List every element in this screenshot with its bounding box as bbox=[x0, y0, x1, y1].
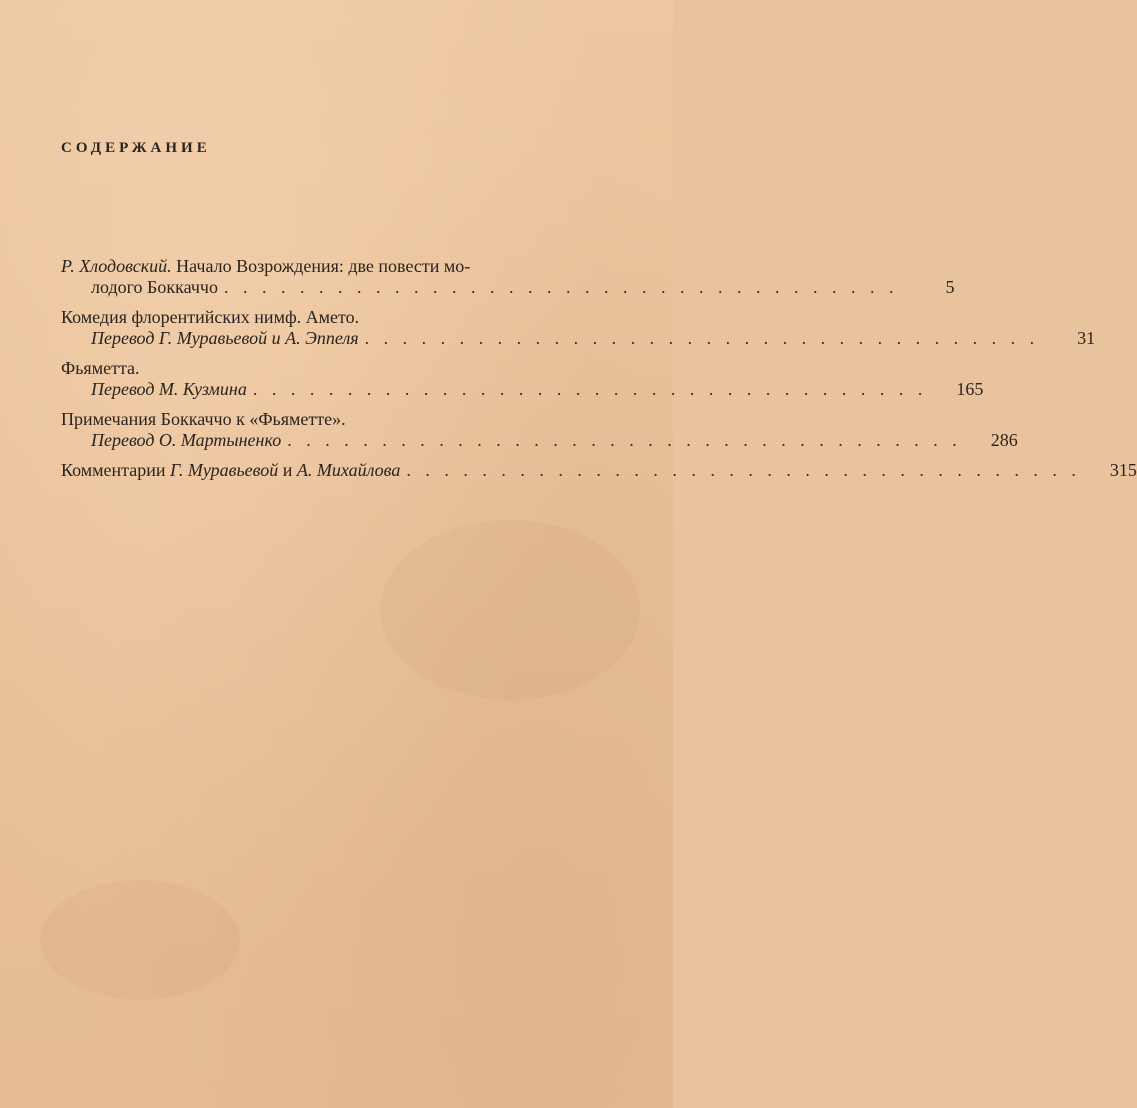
leader-dots: . . . . . . . . . . . . . . . . . . . . . . . . . . . . . . . . . . . . bbox=[223, 277, 899, 297]
toc-entry-row bbox=[61, 328, 1096, 349]
paper-stain bbox=[40, 880, 240, 1000]
page-number: 31 bbox=[1077, 328, 1096, 348]
page-number: 5 bbox=[945, 277, 955, 297]
toc-entry-row bbox=[61, 460, 1137, 481]
page-title: СОДЕРЖАНИЕ bbox=[61, 140, 211, 156]
leader-dots: . . . . . . . . . . . . . . . . . . . . . . . . . . . . . . . . . . . . bbox=[252, 379, 928, 399]
toc-title bbox=[61, 460, 400, 481]
toc-title-continued: лодого Боккаччо bbox=[91, 277, 218, 297]
toc-entry-row bbox=[61, 430, 1018, 451]
toc-entry bbox=[61, 256, 955, 298]
toc-author: Р. Хлодовский. bbox=[61, 256, 172, 276]
toc-title-text: Комментарии bbox=[61, 460, 171, 480]
leader-dots: . . . . . . . . . . . . . . . . . . . . . . . . . . . . . . . . . . . . bbox=[406, 460, 1081, 480]
toc-entry bbox=[61, 358, 984, 400]
toc-title: Примечания Боккаччо к «Фьяметте». bbox=[61, 409, 346, 429]
toc-title: Фьяметта. bbox=[61, 358, 140, 378]
page-number: 286 bbox=[990, 430, 1018, 450]
toc-translator: Перевод Г. Муравьевой и А. Эппеля bbox=[91, 328, 359, 348]
leader-dots: . . . . . . . . . . . . . . . . . . . . . . . . . . . . . . . . . . . . bbox=[364, 328, 1040, 348]
toc-translator: Перевод О. Мартыненко bbox=[91, 430, 282, 450]
table-of-contents bbox=[61, 256, 1137, 490]
toc-entry-row bbox=[61, 379, 984, 400]
toc-entry-row bbox=[61, 277, 955, 298]
toc-entry bbox=[61, 409, 1018, 451]
toc-entry bbox=[61, 307, 1096, 349]
leader-dots: . . . . . . . . . . . . . . . . . . . . . . . . . . . . . . . . . . . . bbox=[287, 430, 962, 450]
toc-entry-line bbox=[61, 256, 575, 277]
toc-author: А. Михайлова bbox=[296, 460, 401, 480]
toc-entry bbox=[61, 460, 1137, 481]
toc-title: Начало Возрождения: две повести мо- bbox=[171, 256, 471, 276]
toc-author: Г. Муравьевой bbox=[170, 460, 279, 480]
toc-title-join: и bbox=[278, 460, 297, 480]
toc-title: Комедия флорентийских нимф. Амето. bbox=[61, 307, 360, 327]
toc-translator: Перевод М. Кузмина bbox=[91, 379, 247, 399]
paper-stain bbox=[380, 520, 640, 700]
page-number: 315 bbox=[1109, 460, 1137, 480]
page-number: 165 bbox=[956, 379, 984, 399]
